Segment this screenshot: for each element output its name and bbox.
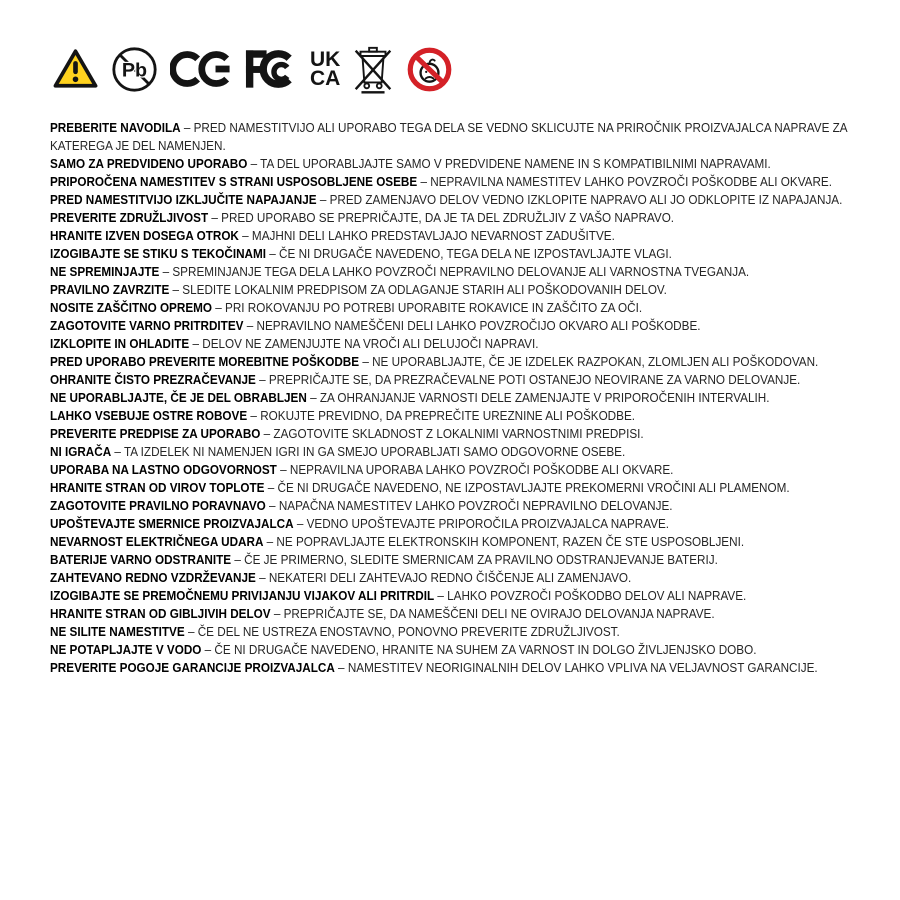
warning-item bbox=[50, 461, 860, 479]
warning-text: PREPRIČAJTE SE, DA PREZRAČEVALNE POTI OSTANEJO NEOVIRANE ZA VARNO DELOVANJE. bbox=[268, 372, 801, 387]
warning-item bbox=[50, 191, 860, 209]
warning-item bbox=[50, 317, 860, 335]
warning-title: NE POTAPLJAJTE V VODO bbox=[50, 642, 202, 657]
warning-title: PREVERITE POGOJE GARANCIJE PROIZVAJALCA bbox=[50, 660, 335, 675]
warning-title: NOSITE ZAŠČITNO OPREMO bbox=[50, 300, 213, 315]
warning-item bbox=[50, 641, 860, 659]
warning-item bbox=[50, 623, 860, 641]
warning-separator: – bbox=[247, 156, 261, 171]
warning-separator: – bbox=[417, 174, 431, 189]
warning-separator: – bbox=[243, 318, 257, 333]
warning-title: UPOŠTEVAJTE SMERNICE PROIZVAJALCA bbox=[50, 516, 294, 531]
warning-separator: – bbox=[359, 354, 373, 369]
warning-text: TA IZDELEK NI NAMENJEN IGRI IN GA SMEJO UPORABLJATI SAMO ODGOVORNE OSEBE. bbox=[123, 444, 626, 459]
warning-text: ČE NI DRUGAČE NAVEDENO, TEGA DELA NE IZPOSTAVLJAJTE VLAGI. bbox=[279, 246, 672, 261]
warning-item bbox=[50, 119, 860, 155]
warning-title: IZKLOPITE IN OHLADITE bbox=[50, 336, 190, 351]
warning-separator: – bbox=[208, 210, 222, 225]
warning-separator: – bbox=[159, 264, 173, 279]
warning-title: BATERIJE VARNO ODSTRANITE bbox=[50, 552, 232, 567]
warning-text: PRED UPORABO SE PREPRIČAJTE, DA JE TA DEL ZDRUŽLJIV Z VAŠO NAPRAVO. bbox=[221, 210, 675, 225]
warning-title: PREVERITE ZDRUŽLJIVOST bbox=[50, 210, 209, 225]
warning-title: PRIPOROČENA NAMESTITEV S STRANI USPOSOBLJENE OSEBE bbox=[50, 174, 418, 189]
warning-text: NEPRAVILNO NAMEŠČENI DELI LAHKO POVZROČIJO OKVARO ALI POŠKODBE. bbox=[256, 318, 701, 333]
warning-text: MAJHNI DELI LAHKO PREDSTAVLJAJO NEVARNOST ZADUŠITVE. bbox=[251, 228, 615, 243]
ukca-line2: CA bbox=[310, 67, 341, 90]
lead-free-text: Pb bbox=[121, 59, 148, 82]
warning-title: HRANITE STRAN OD VIROV TOPLOTE bbox=[50, 480, 265, 495]
warning-title: PRED NAMESTITVIJO IZKLJUČITE NAPAJANJE bbox=[50, 192, 317, 207]
warning-title: HRANITE STRAN OD GIBLJIVIH DELOV bbox=[50, 606, 271, 621]
warning-text: SLEDITE LOKALNIM PREDPISOM ZA ODLAGANJE STARIH ALI POŠKODOVANIH DELOV. bbox=[182, 282, 667, 297]
warning-text: NAPAČNA NAMESTITEV LAHKO POVZROČI NEPRAVILNO DELOVANJE. bbox=[278, 498, 673, 513]
warning-text: ZA OHRANJANJE VARNOSTI DELE ZAMENJAJTE V PRIPOROČENIH INTERVALIH. bbox=[319, 390, 770, 405]
warning-text: NAMESTITEV NEORIGINALNIH DELOV LAHKO VPLIVA NA VELJAVNOST GARANCIJE. bbox=[347, 660, 818, 675]
warning-separator: – bbox=[260, 426, 274, 441]
warning-title: NE UPORABLJAJTE, ČE JE DEL OBRABLJEN bbox=[50, 390, 307, 405]
warning-text: PRI ROKOVANJU PO POTREBI UPORABITE ROKAVICE IN ZAŠČITO ZA OČI. bbox=[225, 300, 643, 315]
warning-title: NEVARNOST ELEKTRIČNEGA UDARA bbox=[50, 534, 264, 549]
warning-item bbox=[50, 659, 860, 677]
warning-text: SPREMINJANJE TEGA DELA LAHKO POVZROČI NEPRAVILNO DELOVANJE ALI VARNOSTNA TVEGANJA. bbox=[172, 264, 750, 279]
warning-separator: – bbox=[255, 372, 269, 387]
warning-item bbox=[50, 299, 860, 317]
warning-separator: – bbox=[334, 660, 348, 675]
warning-separator: – bbox=[247, 408, 261, 423]
warning-title: ZAGOTOVITE PRAVILNO PORAVNAVO bbox=[50, 498, 266, 513]
warning-text: VEDNO UPOŠTEVAJTE PRIPOROČILA PROIZVAJALCA NAPRAVE. bbox=[306, 516, 670, 531]
warning-item bbox=[50, 335, 860, 353]
warning-item bbox=[50, 227, 860, 245]
warning-item bbox=[50, 173, 860, 191]
warning-item bbox=[50, 443, 860, 461]
warnings-list bbox=[50, 119, 860, 677]
ukca-line1: UK bbox=[310, 48, 341, 71]
warning-item bbox=[50, 497, 860, 515]
warning-text: ČE DEL NE USTREZA ENOSTAVNO, PONOVNO PREVERITE ZDRUŽLJIVOST. bbox=[197, 624, 620, 639]
warning-item bbox=[50, 515, 860, 533]
warning-text: NEPRAVILNA UPORABA LAHKO POVZROČI POŠKODBE ALI OKVARE. bbox=[289, 462, 674, 477]
warning-separator: – bbox=[270, 606, 284, 621]
warning-title: IZOGIBAJTE SE PREMOČNEMU PRIVIJANJU VIJAKOV ALI PRITRDIL bbox=[50, 588, 435, 603]
warning-text: TA DEL UPORABLJAJTE SAMO V PREDVIDENE NAMENE IN S KOMPATIBILNIMI NAPRAVAMI. bbox=[260, 156, 771, 171]
warning-item bbox=[50, 533, 860, 551]
warning-separator: – bbox=[111, 444, 124, 459]
warning-title: IZOGIBAJTE SE STIKU S TEKOČINAMI bbox=[50, 246, 267, 261]
warning-item bbox=[50, 281, 860, 299]
warning-text: DELOV NE ZAMENJUJTE NA VROČI ALI DELUJOČI NAPRAVI. bbox=[202, 336, 539, 351]
warning-title: ZAHTEVANO REDNO VZDRŽEVANJE bbox=[50, 570, 256, 585]
ce-mark-icon bbox=[170, 48, 232, 90]
warning-text: NE POPRAVLJAJTE ELEKTRONSKIH KOMPONENT, RAZEN ČE STE USPOSOBLJENI. bbox=[276, 534, 745, 549]
warning-title: ZAGOTOVITE VARNO PRITRDITEV bbox=[50, 318, 244, 333]
warning-item bbox=[50, 263, 860, 281]
warning-text: ČE NI DRUGAČE NAVEDENO, NE IZPOSTAVLJAJTE PREKOMERNI VROČINI ALI PLAMENOM. bbox=[277, 480, 790, 495]
warning-item bbox=[50, 245, 860, 263]
warning-text: ČE JE PRIMERNO, SLEDITE SMERNICAM ZA PRAVILNO ODSTRANJEVANJE BATERIJ. bbox=[244, 552, 718, 567]
warning-text: NEPRAVILNA NAMESTITEV LAHKO POVZROČI POŠKODBE ALI OKVARE. bbox=[430, 174, 832, 189]
weee-bin-icon bbox=[352, 44, 394, 94]
warning-separator: – bbox=[293, 516, 307, 531]
warning-item bbox=[50, 569, 860, 587]
warning-separator: – bbox=[255, 570, 269, 585]
warning-separator: – bbox=[201, 642, 215, 657]
warning-title: UPORABA NA LASTNO ODGOVORNOST bbox=[50, 462, 277, 477]
warning-separator: – bbox=[306, 390, 320, 405]
warning-text: PRED NAMESTITVIJO ALI UPORABO TEGA DELA SE VEDNO SKLICUJTE NA PRIROČNIK PROIZVAJALCA NAPRAVE ZA KATEREGA JE DEL NAMENJEN. bbox=[50, 120, 847, 153]
warning-title: PREBERITE NAVODILA bbox=[50, 120, 181, 135]
warning-separator: – bbox=[189, 336, 203, 351]
warning-separator: – bbox=[264, 480, 278, 495]
warning-title: NE SILITE NAMESTITVE bbox=[50, 624, 185, 639]
warning-title: PRAVILNO ZAVRZITE bbox=[50, 282, 170, 297]
warning-title: HRANITE IZVEN DOSEGA OTROK bbox=[50, 228, 239, 243]
warning-separator: – bbox=[231, 552, 245, 567]
warning-separator: – bbox=[276, 462, 290, 477]
warning-triangle-icon bbox=[52, 48, 99, 90]
warning-separator: – bbox=[266, 246, 280, 261]
lead-free-icon bbox=[111, 46, 158, 93]
compliance-icon-row bbox=[52, 44, 453, 94]
warning-separator: – bbox=[184, 624, 198, 639]
warning-text: ČE NI DRUGAČE NAVEDENO, HRANITE NA SUHEM ZA VARNOST IN DOLGO ŽIVLJENJSKO DOBO. bbox=[214, 642, 757, 657]
warning-item bbox=[50, 155, 860, 173]
warning-text: PRED ZAMENJAVO DELOV VEDNO IZKLOPITE NAPRAVO ALI JO ODKLOPITE IZ NAPAJANJA. bbox=[329, 192, 843, 207]
warning-title: PREVERITE PREDPISE ZA UPORABO bbox=[50, 426, 261, 441]
warning-title: OHRANITE ČISTO PREZRAČEVANJE bbox=[50, 372, 256, 387]
warning-separator: – bbox=[169, 282, 183, 297]
warning-separator: – bbox=[238, 228, 252, 243]
warning-separator: – bbox=[180, 120, 194, 135]
warning-separator: – bbox=[263, 534, 277, 549]
warning-item bbox=[50, 371, 860, 389]
warning-text: PREPRIČAJTE SE, DA NAMEŠČENI DELI NE OVIRAJO DELOVANJA NAPRAVE. bbox=[283, 606, 715, 621]
warning-separator: – bbox=[434, 588, 448, 603]
warning-item bbox=[50, 407, 860, 425]
warning-text: LAHKO POVZROČI POŠKODBO DELOV ALI NAPRAVE. bbox=[447, 588, 747, 603]
warning-separator: – bbox=[265, 498, 279, 513]
no-children-icon bbox=[406, 46, 453, 93]
warning-title: PRED UPORABO PREVERITE MOREBITNE POŠKODBE bbox=[50, 354, 360, 369]
warning-item bbox=[50, 479, 860, 497]
warning-item bbox=[50, 425, 860, 443]
warning-title: NE SPREMINJAJTE bbox=[50, 264, 160, 279]
warning-title: LAHKO VSEBUJE OSTRE ROBOVE bbox=[50, 408, 248, 423]
warning-item bbox=[50, 389, 860, 407]
warning-item bbox=[50, 587, 860, 605]
warning-text: NE UPORABLJAJTE, ČE JE IZDELEK RAZPOKAN, ZLOMLJEN ALI POŠKODOVAN. bbox=[372, 354, 819, 369]
warning-separator: – bbox=[316, 192, 330, 207]
warning-text: ZAGOTOVITE SKLADNOST Z LOKALNIMI VARNOSTNIMI PREDPISI. bbox=[273, 426, 644, 441]
warning-title: NI IGRAČA bbox=[50, 444, 112, 459]
warning-item bbox=[50, 353, 860, 371]
warning-item bbox=[50, 551, 860, 569]
fcc-mark-icon bbox=[244, 47, 298, 91]
warning-text: ROKUJTE PREVIDNO, DA PREPREČITE UREZNINE ALI POŠKODBE. bbox=[260, 408, 636, 423]
ukca-mark-icon bbox=[310, 50, 340, 88]
warning-item bbox=[50, 209, 860, 227]
warning-item bbox=[50, 605, 860, 623]
warning-text: NEKATERI DELI ZAHTEVAJO REDNO ČIŠČENJE ALI ZAMENJAVO. bbox=[268, 570, 632, 585]
warning-title: SAMO ZA PREDVIDENO UPORABO bbox=[50, 156, 248, 171]
warning-separator: – bbox=[212, 300, 226, 315]
